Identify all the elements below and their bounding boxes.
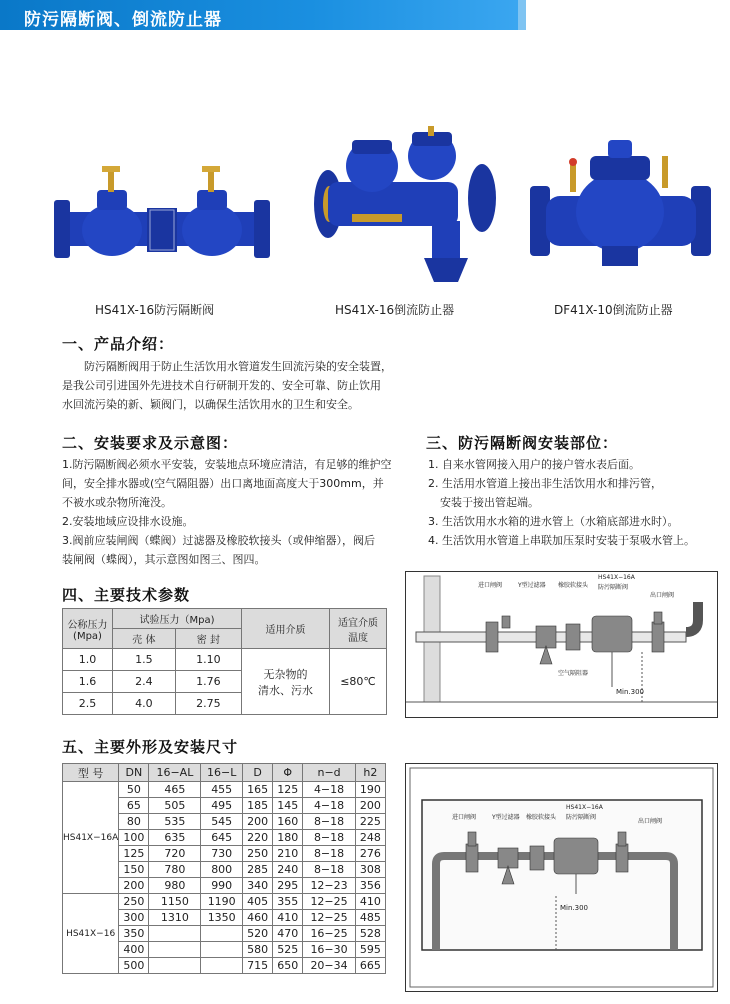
location-line: 4. 生活饮用水管道上串联加压泵时安装于泵吸水管上。 (428, 534, 695, 547)
table-header-row: 型 号 DN 16−AL 16−L D Φ n−d h2 (63, 764, 386, 782)
diagram-label: Y型过滤器 (518, 582, 546, 589)
diagram-label: 防污隔断阀 (566, 814, 597, 821)
install-locations-list (428, 455, 695, 550)
diagram-label: HS41X−16A (566, 804, 603, 811)
model-cell-hs41x-16a: HS41X−16A (63, 782, 119, 894)
table-row: 1.0 1.5 1.10 无杂物的 清水、污水 ≤80℃ (63, 649, 387, 671)
table-row: 150 780 800 285 240 8−18 308 (63, 862, 386, 878)
header-temperature: 适宜介质 温度 (330, 609, 387, 649)
header-shell: 壳 体 (113, 629, 176, 649)
temperature-cell: ≤80℃ (330, 649, 387, 715)
table-row: 1.6 2.4 1.76 (63, 671, 387, 693)
requirement-line: 间，安全排水器或(空气隔阻器）出口离地面高度大于300mm，并 (62, 477, 384, 490)
intro-paragraph (62, 357, 392, 414)
dimensions-table (62, 763, 386, 974)
section-heading-install-requirements: 二、安装要求及示意图： (62, 434, 239, 452)
diagram-label: 橡胶软接头 (558, 582, 589, 589)
medium-cell: 无杂物的 清水、污水 (242, 649, 330, 715)
model-cell-hs41x-16: HS41X−16 (63, 894, 119, 974)
section-heading-install-locations: 三、防污隔断阀安装部位： (426, 434, 619, 452)
table-row: 200 980 990 340 295 12−23 356 (63, 878, 386, 894)
location-line: 安装于接出管起端。 (440, 496, 539, 509)
table-row: 350 520 470 16−25 528 (63, 926, 386, 942)
intro-line: 是我公司引进国外先进技术自行研制开发的、安全可靠、防止饮用 (62, 379, 381, 392)
banner-stripe (518, 0, 526, 30)
diagram-label: 进口闸阀 (452, 814, 477, 821)
table-row: 400 580 525 16−30 595 (63, 942, 386, 958)
header-medium: 适用介质 (242, 609, 330, 649)
installation-diagram-1 (405, 571, 718, 718)
requirement-line: 装闸阀（蝶阀），其示意图如图三、图四。 (62, 553, 266, 566)
table-row: 65 505 495 185 145 4−18 200 (63, 798, 386, 814)
diagram-label: 出口闸阀 (650, 592, 675, 599)
tech-params-table (62, 608, 387, 715)
table-row: HS41X−16 250 1150 1190 405 355 12−25 410 (63, 894, 386, 910)
requirement-line: 不被水或杂物所淹没。 (62, 496, 172, 509)
diagram-label: HS41X−16A (598, 574, 635, 581)
table-row: 500 715 650 20−34 665 (63, 958, 386, 974)
installation-diagram-2 (405, 763, 718, 992)
installation-diagram-2-drawing (406, 764, 717, 991)
caption-product-1: HS41X-16防污隔断阀 (95, 303, 215, 317)
section-heading-dimensions: 五、主要外形及安装尺寸 (62, 738, 239, 756)
intro-line: 防污隔断阀用于防止生活饮用水管道发生回流污染的安全装置， (84, 360, 392, 373)
table-row: 80 535 545 200 160 8−18 225 (63, 814, 386, 830)
diagram-label: 橡胶软接头 (526, 814, 557, 821)
diagram-label: 进口闸阀 (478, 582, 503, 589)
header-test-pressure: 试验压力（Mpa) (113, 609, 242, 629)
table-row: 100 635 645 220 180 8−18 248 (63, 830, 386, 846)
location-line: 3. 生活饮用水水箱的进水管上（水箱底部进水时）。 (428, 515, 679, 528)
product-image-hs41x-16-isolating-valve (52, 160, 272, 285)
intro-line: 水回流污染的新、颖阀门，以确保生活饮用水的卫生和安全。 (62, 398, 359, 411)
product-image-hs41x-16-backflow-preventer (312, 126, 502, 286)
header-seal: 密 封 (175, 629, 241, 649)
requirement-line: 1.防污隔断阀必须水平安装，安装地点环境应清洁，有足够的维护空 (62, 458, 392, 471)
diagram-height-note: Min.300 (560, 904, 589, 912)
section-heading-intro: 一、产品介绍： (62, 335, 175, 353)
diagram-label: 空气隔阻器 (558, 670, 589, 677)
table-row: HS41X−16A 50 465 455 165 125 4−18 190 (63, 782, 386, 798)
product-image-df41x-10-backflow-preventer (528, 134, 713, 274)
table-row: 2.5 4.0 2.75 (63, 693, 387, 715)
caption-product-2: HS41X-16倒流防止器 (335, 303, 455, 317)
page-title: 防污隔断阀、倒流防止器 (24, 10, 222, 30)
caption-product-3: DF41X-10倒流防止器 (554, 303, 673, 317)
location-line: 2. 生活用水管道上接出非生活饮用水和排污管， (428, 477, 662, 490)
diagram-height-note: Min.300 (616, 688, 645, 696)
diagram-label: 防污隔断阀 (598, 584, 629, 591)
location-line: 1. 自来水管网接入用户的接户管水表后面。 (428, 458, 640, 471)
requirement-line: 2.安装地域应设排水设施。 (62, 515, 194, 528)
diagram-label: Y型过滤器 (492, 814, 520, 821)
section-heading-tech-params: 四、主要技术参数 (62, 586, 191, 604)
header-nominal-pressure: 公称压力 (Mpa) (63, 609, 113, 649)
table-row: 125 720 730 250 210 8−18 276 (63, 846, 386, 862)
requirement-line: 3.阀前应装闸阀（蝶阀）过滤器及橡胶软接头（或伸缩器），阀后 (62, 534, 375, 547)
install-requirements-list (62, 455, 392, 569)
diagram-label: 出口闸阀 (638, 818, 663, 825)
table-row: 300 1310 1350 460 410 12−25 485 (63, 910, 386, 926)
